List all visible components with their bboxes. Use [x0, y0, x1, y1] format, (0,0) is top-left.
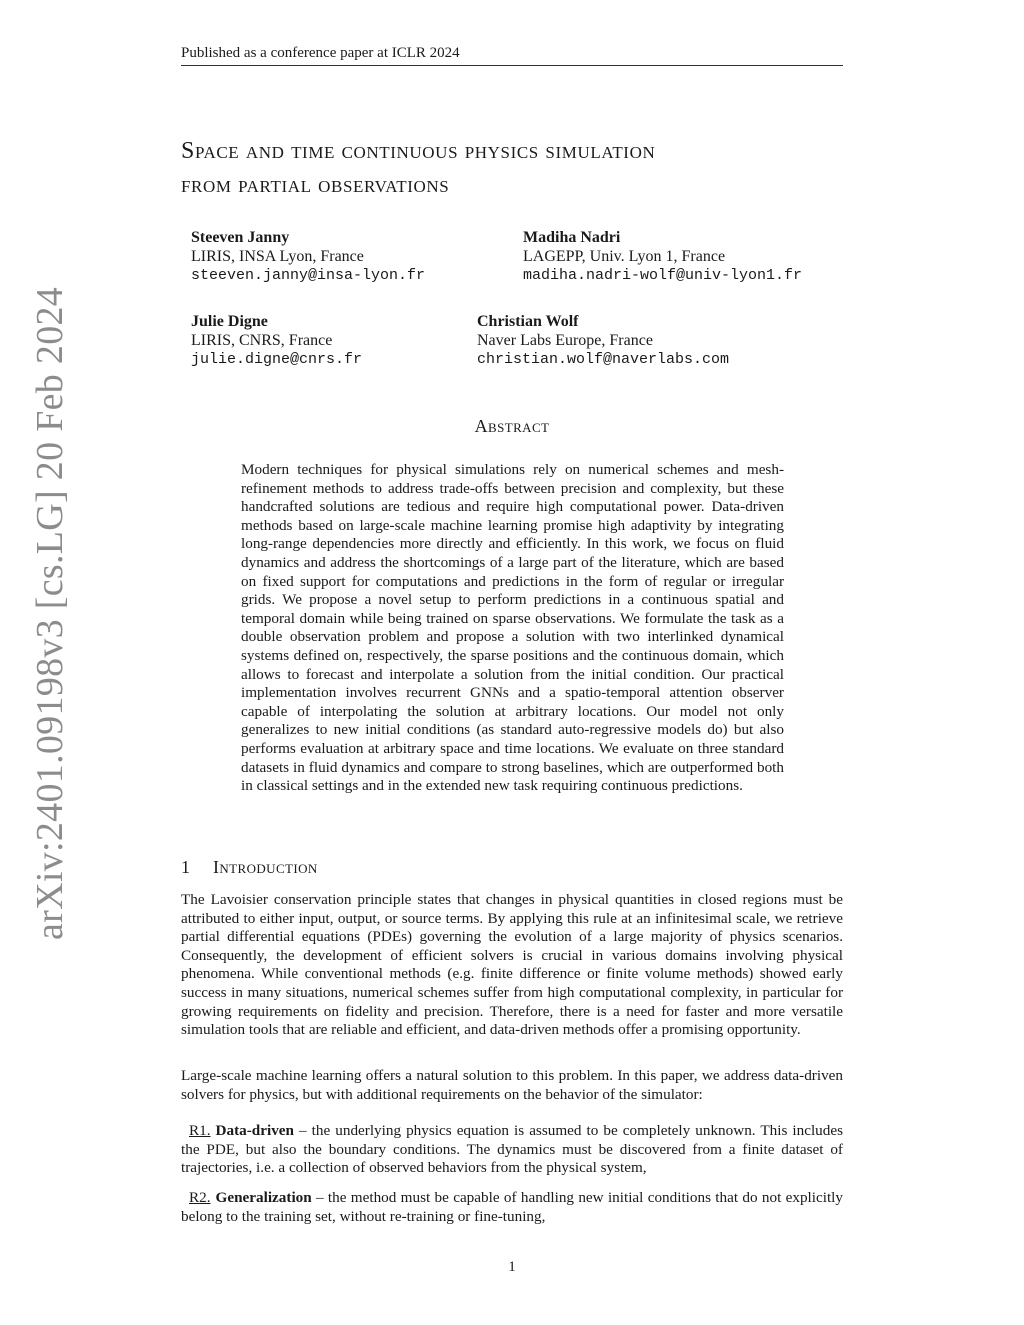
- intro-paragraph: The Lavoisier conservation principle states that changes in physical quantities in closed regions must be attributed to either input, output, or source terms. By applying this rule at an infinitesimal scale, we retrieve partial differential equations (PDEs) governing the evolution of a large majority of physics scenarios. Consequently, the development of efficient solvers is crucial in various domains involving physical phenomena. While conventional methods (e.g. finite difference or finite volume methods) showed early success in many situations, numerical schemes suffer from high computational complexity, in particular for growing requirements on fidelity and precision. Therefore, there is a need for faster and more versatile simulation tools that are reliable and efficient, and data-driven methods offer a promising opportunity.: [181, 891, 843, 1039]
- requirement-item: [181, 1189, 843, 1226]
- section-heading: [181, 856, 318, 878]
- requirement-item: [181, 1122, 843, 1178]
- intro-paragraph: Large-scale machine learning offers a natural solution to this problem. In this paper, we address data-driven solvers for physics, but with additional requirements on the behavior of the simulator:: [181, 1067, 843, 1103]
- author-affiliation: Naver Labs Europe, France: [477, 332, 653, 349]
- author-block: [477, 312, 729, 369]
- author-email[interactable]: madiha.nadri-wolf@univ-lyon1.fr: [523, 267, 803, 284]
- arxiv-identifier-sidebar: arXiv:2401.09198v3 [cs.LG] 20 Feb 2024: [29, 286, 71, 940]
- abstract-body: Modern techniques for physical simulations rely on numerical schemes and mesh-refinement methods to address trade-offs between precision and complexity, but these handcrafted solutions are tedious and require high computational power. Data-driven methods based on large-scale machine learning promise high adaptivity by integrating long-range dependencies more directly and efficiently. In this work, we focus on fluid dynamics and address the shortcomings of a large part of the literature, which are based on fixed support for computations and predictions in the form of regular or irregular grids. We propose a novel setup to perform predictions in a continuous spatial and temporal domain while being trained on sparse observations. We formulate the task as a double observation problem and propose a solution with two interlinked dynamical systems defined on, respectively, the sparse positions and the continuous domain, which allows to forecast and interpolate a solution from the initial condition. Our practical implementation involves recurrent GNNs and a spatio-temporal attention observer capable of interpolating the solution at arbitrary locations. Our model not only generalizes to new initial conditions (as standard auto-regressive models do) but also performs evaluation at arbitrary space and time locations. We evaluate on three standard datasets in fluid dynamics and compare to strong baselines, which are outperformed both in classical settings and in the extended new task requiring continuous predictions.: [241, 461, 784, 795]
- author-block: [523, 228, 802, 285]
- section-title: Introduction: [213, 857, 318, 877]
- running-header: Published as a conference paper at ICLR 2024: [181, 45, 460, 61]
- author-name: Christian Wolf: [477, 313, 579, 330]
- requirement-text: – the method must be capable of handling new initial conditions that do not explicitly belong to the training set, without re-training or fine-tuning,: [181, 1189, 843, 1225]
- paper-title-line-2: from partial observations: [181, 172, 450, 198]
- author-block: [191, 228, 425, 285]
- paper-title-line-1: Space and time continuous physics simulation: [181, 138, 656, 164]
- author-name: Julie Digne: [191, 313, 268, 330]
- requirement-id: R1.: [189, 1122, 211, 1139]
- paper-title: [181, 134, 861, 202]
- author-affiliation: LIRIS, INSA Lyon, France: [191, 248, 364, 265]
- author-name: Steeven Janny: [191, 229, 290, 246]
- author-affiliation: LIRIS, CNRS, France: [191, 332, 333, 349]
- author-email[interactable]: steeven.janny@insa-lyon.fr: [191, 267, 426, 284]
- requirement-term: Data-driven: [215, 1122, 294, 1139]
- header-rule: [181, 65, 843, 66]
- abstract-heading: Abstract: [474, 416, 550, 436]
- author-name: Madiha Nadri: [523, 229, 621, 246]
- requirement-term: Generalization: [215, 1189, 312, 1206]
- author-block: [191, 312, 362, 369]
- section-number: 1: [181, 857, 190, 877]
- page-number: 1: [508, 1259, 516, 1275]
- author-email[interactable]: julie.digne@cnrs.fr: [191, 351, 363, 368]
- requirement-id: R2.: [189, 1189, 211, 1206]
- author-affiliation: LAGEPP, Univ. Lyon 1, France: [523, 248, 726, 265]
- requirement-text: – the underlying physics equation is assumed to be completely unknown. This includes the PDE, but also the boundary conditions. The dynamics must be discovered from a finite dataset of trajectories, i.e. a collection of observed behaviors from the physical system,: [181, 1122, 843, 1177]
- author-email[interactable]: christian.wolf@naverlabs.com: [477, 351, 730, 368]
